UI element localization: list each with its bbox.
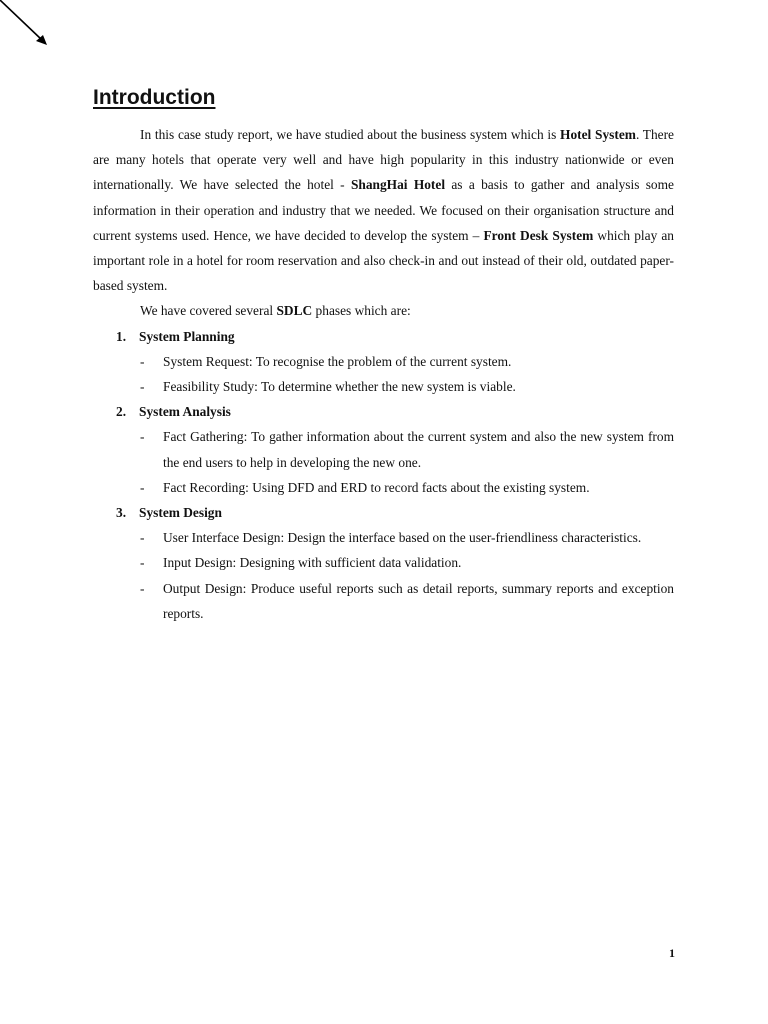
- arrow-down-right-icon: [0, 0, 60, 60]
- bold-shanghai-hotel: ShangHai Hotel: [350, 177, 446, 193]
- list-item-text: Fact Gathering: To gather information about the current system and also the new system from the end users to help in developing the new one.: [163, 429, 674, 470]
- phase-item: [93, 500, 674, 626]
- dash-bullet: -: [140, 429, 145, 445]
- list-item: [93, 349, 674, 374]
- phase-sub-list: [93, 424, 674, 500]
- dash-bullet: -: [140, 379, 145, 395]
- phase-title: System Design: [139, 505, 222, 521]
- list-item: [93, 424, 674, 474]
- phase-heading: [93, 500, 674, 525]
- dash-bullet: -: [140, 580, 145, 596]
- list-item-text: Input Design: Designing with sufficient data validation.: [163, 555, 462, 571]
- list-item-text: Feasibility Study: To determine whether the new system is viable.: [163, 379, 516, 395]
- dash-bullet: -: [140, 555, 145, 571]
- phase-number: 1.: [116, 328, 127, 344]
- sdlc-paragraph: [93, 298, 674, 323]
- list-item: [93, 550, 674, 575]
- intro-text: . There are many hotels that operate very well and have high popularity in this industry nationwide or even internationally. We have selected the hotel -: [93, 127, 674, 193]
- phase-heading: [93, 399, 674, 424]
- intro-text: as a basis to gather and analysis some information in their operation and industry that we needed. We focused on their organisation structure and current systems used. Hence, we have decided to develop the system –: [93, 177, 674, 243]
- page-number: 1: [669, 946, 675, 960]
- list-item: [93, 475, 674, 500]
- phase-heading: [93, 324, 674, 349]
- list-item: [93, 374, 674, 399]
- page-title: Introduction: [93, 86, 216, 109]
- phase-title: System Planning: [139, 328, 235, 344]
- list-item-text: Fact Recording: Using DFD and ERD to record facts about the existing system.: [163, 479, 590, 495]
- bold-hotel-system: Hotel System: [560, 127, 636, 142]
- phase-number: 3.: [116, 505, 127, 521]
- dash-bullet: -: [140, 479, 145, 495]
- list-item-text: Output Design: Produce useful reports such as detail reports, summary reports and exception reports.: [163, 580, 674, 621]
- intro-text: which play an important role in a hotel for room reservation and also check-in and out instead of their old, outdated paper-based system.: [93, 227, 675, 294]
- phase-item: [93, 399, 674, 500]
- phase-item: [93, 324, 674, 400]
- dash-bullet: -: [140, 353, 145, 369]
- sdlc-text: phases which are:: [312, 303, 411, 319]
- phase-list: [93, 324, 674, 626]
- intro-paragraph: [93, 122, 674, 298]
- document-body: [93, 84, 674, 626]
- intro-text: In this case study report, we have studied about the business system which is: [140, 127, 561, 142]
- dash-bullet: -: [140, 530, 145, 546]
- bold-front-desk-system: Front Desk System: [483, 227, 594, 243]
- phase-title: System Analysis: [139, 404, 231, 420]
- list-item: [93, 525, 674, 550]
- list-item-text: System Request: To recognise the problem of the current system.: [163, 353, 512, 369]
- phase-sub-list: [93, 525, 674, 626]
- list-item-text: User Interface Design: Design the interface based on the user-friendliness characteristics.: [163, 530, 642, 546]
- bold-sdlc: SDLC: [276, 303, 313, 319]
- list-item: [93, 576, 674, 626]
- sdlc-text: We have covered several: [140, 303, 277, 319]
- phase-number: 2.: [116, 404, 127, 420]
- phase-sub-list: [93, 349, 674, 399]
